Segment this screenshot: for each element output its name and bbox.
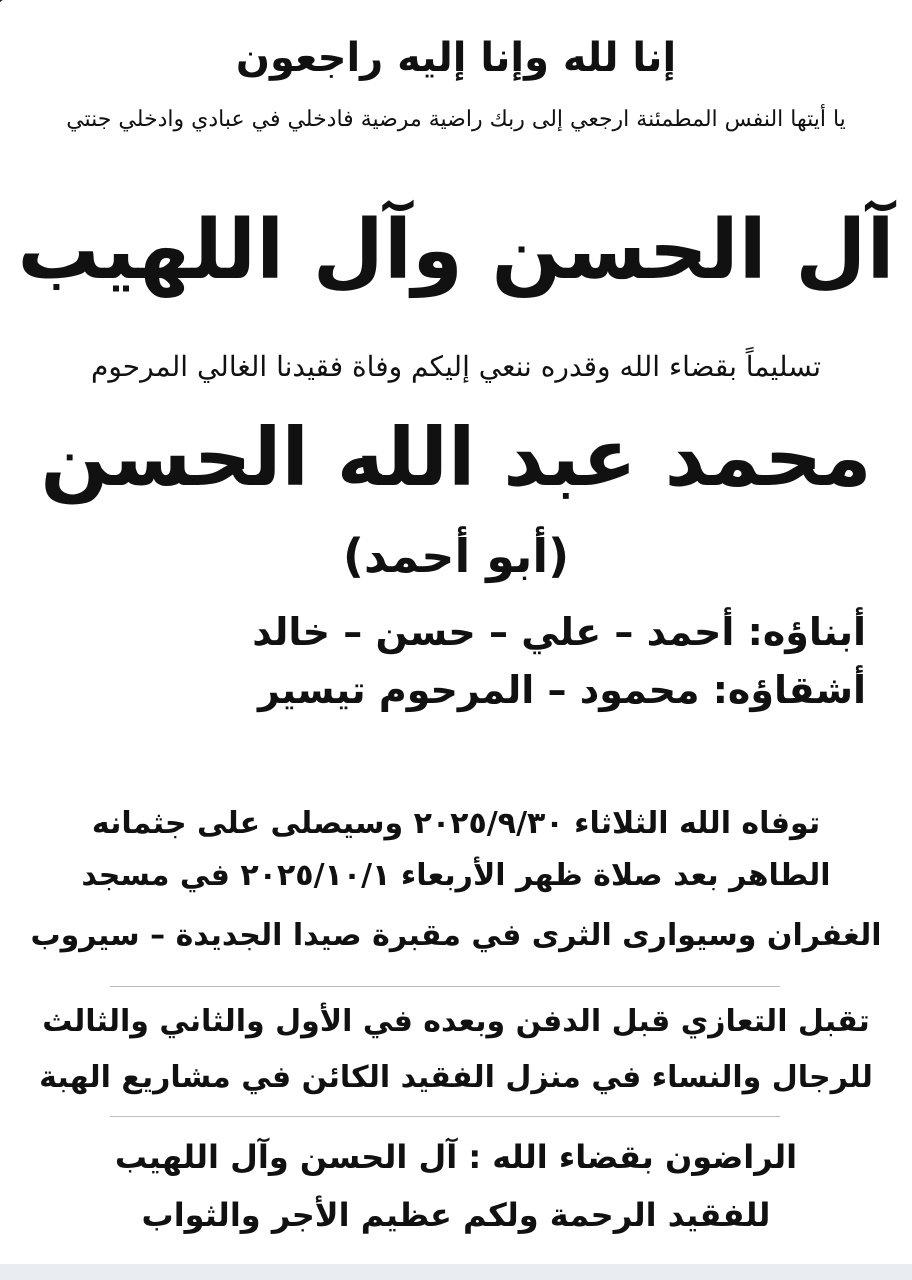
divider xyxy=(110,1116,780,1117)
deceased-kunya: (أبو أحمد) xyxy=(342,529,570,583)
closing-families: الراضون بقضاء الله : آل الحسن وآل اللهيب xyxy=(114,1138,798,1176)
condolences-line: تقبل التعازي قبل الدفن وبعده في الأول والثاني والثالث xyxy=(42,1004,870,1039)
bottom-strip xyxy=(0,1264,912,1280)
deceased-name: محمد عبد الله الحسن xyxy=(40,411,872,504)
condolences-location-line: للرجال والنساء في منزل الفقيد الكائن في مشاريع الهبة xyxy=(39,1060,873,1095)
family-names: آل الحسن وآل اللهيب xyxy=(17,203,895,298)
death-date-line: توفاه الله الثلاثاء ٢٠٢٥/٩/٣٠ وسيصلى على جثمانه xyxy=(91,806,821,841)
announcement-intro: تسليماً بقضاء الله وقدره ننعي إليكم وفاة فقيدنا الغالي المرحوم xyxy=(91,350,821,383)
verse-title: إنا لله وإنا إليه راجعون xyxy=(235,35,677,81)
brothers-list: أشقاؤه: محمود – المرحوم تيسير xyxy=(258,668,866,712)
burial-line: الغفران وسيوارى الثرى في مقبرة صيدا الجديدة – سيروب xyxy=(30,918,882,953)
divider xyxy=(110,986,780,987)
quran-verse: يا أيتها النفس المطمئنة ارجعي إلى ربك راضية مرضية فادخلي في عبادي وادخلي جنتي xyxy=(66,107,846,132)
prayer-line: الطاهر بعد صلاة ظهر الأربعاء ٢٠٢٥/١٠/١ في مسجد xyxy=(81,858,831,893)
closing-prayer: للفقيد الرحمة ولكم عظيم الأجر والثواب xyxy=(141,1196,771,1234)
sons-list: أبناؤه: أحمد – علي – حسن – خالد xyxy=(252,610,866,654)
